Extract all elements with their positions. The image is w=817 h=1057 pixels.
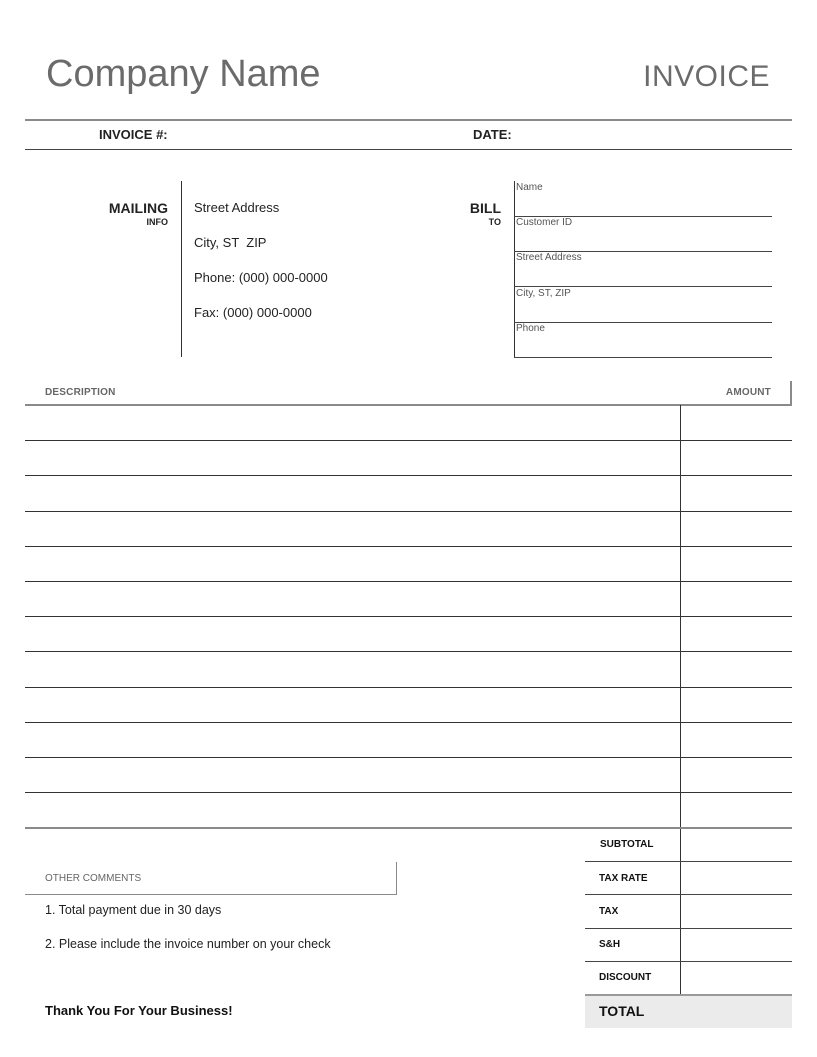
invoice-title: INVOICE — [643, 60, 770, 93]
company-name: Company Name — [46, 53, 321, 95]
bill-to-phone-field[interactable]: Phone — [516, 323, 545, 334]
totals-rule — [585, 894, 792, 895]
comments-box-edge — [396, 862, 397, 895]
date-label: DATE: — [473, 127, 512, 142]
line-item-row-rule — [25, 687, 792, 688]
line-item-row-rule — [25, 722, 792, 723]
mailing-phone: Phone: (000) 000-0000 — [194, 270, 328, 285]
totals-rule — [585, 928, 792, 929]
tax-rate-label: TAX RATE — [599, 873, 648, 884]
description-header: DESCRIPTION — [45, 387, 116, 398]
bill-to-rule — [514, 286, 772, 287]
header-bottom-rule — [25, 149, 792, 150]
bill-to-city-field[interactable]: City, ST, ZIP — [516, 288, 571, 299]
items-header-rule — [25, 404, 792, 406]
invoice-number-label: INVOICE #: — [99, 127, 168, 142]
amount-column-divider — [680, 405, 681, 1028]
subtotal-label: SUBTOTAL — [600, 839, 654, 850]
line-item-row-rule — [25, 757, 792, 758]
comment-line: 2. Please include the invoice number on your check — [45, 937, 331, 951]
tax-label: TAX — [599, 906, 619, 917]
mailing-street: Street Address — [194, 200, 280, 215]
thank-you-message: Thank You For Your Business! — [45, 1003, 233, 1018]
bill-to-rule — [514, 322, 772, 323]
other-comments-header: OTHER COMMENTS — [45, 873, 142, 884]
line-item-row-rule — [25, 440, 792, 441]
mailing-sublabel: INFO — [146, 217, 168, 227]
bill-to-street-field[interactable]: Street Address — [516, 252, 582, 263]
bill-to-customer-id-field[interactable]: Customer ID — [516, 217, 573, 228]
mailing-divider — [181, 181, 182, 357]
line-item-row-rule — [25, 511, 792, 512]
bill-to-divider — [514, 181, 515, 357]
comment-line: 1. Total payment due in 30 days — [45, 903, 222, 917]
bill-to-label: BILL — [469, 200, 501, 216]
header-top-rule — [25, 119, 792, 121]
amount-header-edge — [790, 381, 792, 406]
items-bottom-rule — [25, 827, 792, 829]
bill-to-sublabel: TO — [488, 217, 501, 227]
total-top-rule — [585, 994, 792, 996]
line-item-row-rule — [25, 581, 792, 582]
line-item-row-rule — [25, 792, 792, 793]
comments-rule — [25, 894, 397, 895]
totals-rule — [585, 861, 792, 862]
mailing-city: City, ST ZIP — [194, 235, 267, 250]
shipping-label: S&H — [599, 939, 621, 950]
discount-label: DISCOUNT — [599, 972, 652, 983]
mailing-label: MAILING — [108, 200, 168, 216]
line-item-row-rule — [25, 546, 792, 547]
line-item-row-rule — [25, 651, 792, 652]
bill-to-name-field[interactable]: Name — [516, 182, 543, 193]
total-label: TOTAL — [599, 1003, 645, 1019]
amount-header: AMOUNT — [725, 387, 771, 398]
line-item-row-rule — [25, 475, 792, 476]
mailing-fax: Fax: (000) 000-0000 — [194, 305, 312, 320]
line-item-row-rule — [25, 616, 792, 617]
bill-to-rule — [514, 357, 772, 358]
totals-rule — [585, 961, 792, 962]
